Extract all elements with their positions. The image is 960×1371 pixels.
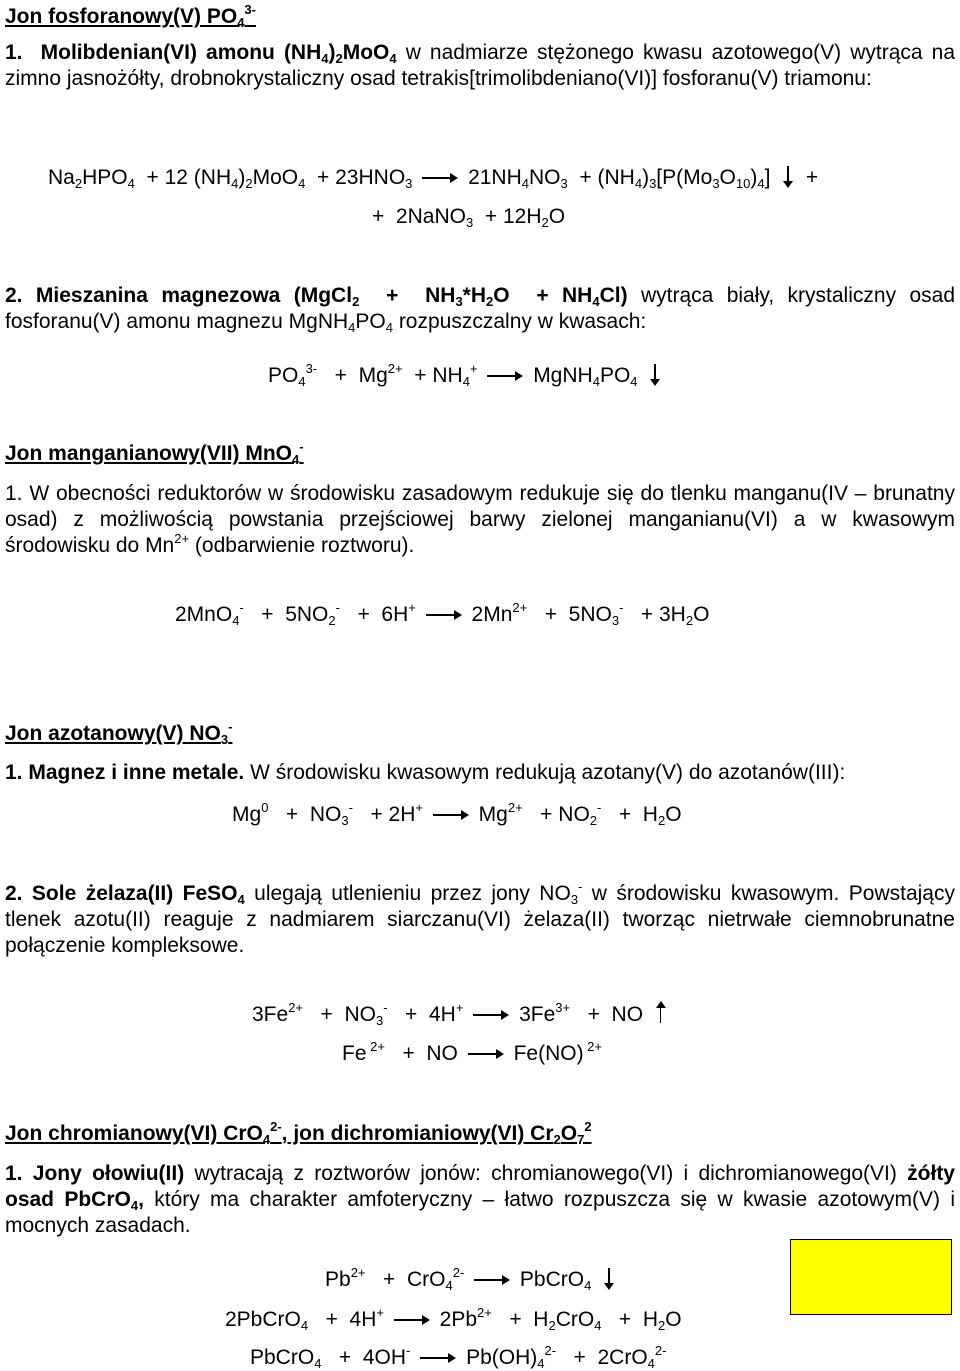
section-heading-permanganate: Jon manganianowy(VII) MnO$_4$- (5, 439, 304, 467)
lead-chromate-color-swatch (790, 1239, 952, 1315)
chromate-paragraph-1: 1. Jony ołowiu(II) wytracają z roztworów jonów: chromianowego(VI) i dichromianowego(VI) żółty osad PbCrO$_4$, który ma charakter amfoteryczny – łatwo rozpuszcza się w kwasie azotowym(V) i mocnych zasadach. (5, 1162, 956, 1237)
section-heading-phosphate: Jon fosforanowy(V) $PO_4^{3-}$ (5, 2, 256, 30)
phosphate-paragraph-2: 2. Mieszanina magnezowa (MgCl$_2$ + $NH_3*H_2O + NH_4Cl$) wytrąca biały, krystaliczny osad fosforanu(V) amonu magnezu $MgNH_4PO_4$ rozpuszczalny w kwasach: (5, 284, 955, 335)
nitrate-paragraph-1: 1. Magnez i inne metale. W środowisku kwasowym redukują azotany(V) do azotanów(III): (5, 761, 846, 784)
permanganate-paragraph-1: 1. W obecności reduktorów w środowisku zasadowym redukuje się do tlenku manganu(IV – brunatny osad) z możliwością powstania przejściowej barwy zielonej manganianu(VI) a w kwasowym środowisku do $Mn^{2+}$ (odbarwienie roztworu). (5, 482, 955, 557)
arrow-right-icon (394, 1315, 430, 1325)
arrow-right-icon (487, 371, 523, 381)
equation-lead-chromate: $Pb^{2+} + CrO_4^{2-}$ PbCrO$_4$ (325, 1267, 615, 1293)
equation-iron-nitrosyl-complex: Fe $^{2+}$ + NO Fe(NO) $^{2+}$ (342, 1039, 602, 1065)
arrow-right-icon (422, 173, 458, 183)
arrow-up-icon (655, 1001, 667, 1023)
equation-lead-chromate-base: PbCrO$_4$ + 4OH- $Pb(OH)_4^{2-} + 2CrO_4^{2-}$ (250, 1343, 667, 1371)
equation-lead-chromate-acid: 2PbCrO$_4$ + 4H+ $2Pb^{2+} + H_2CrO_4 + H_2O$ (225, 1305, 682, 1333)
section-heading-chromate: Jon chromianowy(VI) CrO$_4^{2-}$, jon dichromianiowy(VI) $Cr_2O_7^2$ (5, 1119, 592, 1147)
arrow-right-icon (474, 1275, 510, 1285)
arrow-down-icon (782, 166, 794, 188)
arrow-right-icon (420, 1353, 456, 1363)
arrow-right-icon (473, 1010, 509, 1020)
equation-nitrate-magnesium: $Mg^0 + NO_3^- + 2H^+$ $Mg^{2+} + NO_2^- + H_2O$ (232, 800, 682, 828)
equation-phosphomolybdate: $Na_2HPO_4 + 12$ $(NH_4)_2MoO_4 + 23HNO_3$ $21NH_4NO_3 + (NH_4)_3[P(Mo_3O_{10})_4]$ + (48, 166, 819, 191)
arrow-down-icon (603, 1268, 615, 1290)
phosphate-paragraph-1: 1. Molibdenian(VI) amonu $(NH_4)_2MoO_4$ w nadmiarze stężonego kwasu azotowego(V) wytrąca na zimno jasnożółty, drobnokrystaliczny osad tetrakis[trimolibdeniano(VI)] fosforanu(V) triamonu: (5, 41, 955, 90)
arrow-right-icon (468, 1049, 504, 1059)
equation-phosphomolybdate-continued: + 2NaNO$_3$ + $12H_2O$ (372, 205, 566, 230)
nitrate-paragraph-2: 2. Sole żelaza(II) FeSO$_4$ ulegają utlenieniu przez jony $NO_3^-$ w środowisku kwasowym. Powstający tlenek azotu(II) reaguje z nadmiarem siarczanu(VI) żelaza(II) tworząc nietrwałe ciemnobrunatne połączenie kompleksowe. (5, 879, 955, 957)
equation-magnesium-ammonium-phosphate: $PO_4^{3-} + Mg^{2+} + NH_4^+$ $MgNH_4PO_4$ (268, 363, 661, 389)
equation-permanganate-nitrite: $2MnO_4^- + 5NO_2^- + 6H^+$ $2Mn^{2+} + 5NO_3^- + 3H_2O$ (175, 600, 710, 628)
arrow-right-icon (433, 810, 469, 820)
section-heading-nitrate: Jon azotanowy(V) $NO_3^-$ (5, 719, 233, 747)
equation-iron-oxidation: $3Fe^{2+} + NO_3^- + 4H^+$ $3Fe^{3+}$ + NO (252, 1001, 667, 1028)
arrow-down-icon (649, 364, 661, 386)
arrow-right-icon (426, 610, 462, 620)
